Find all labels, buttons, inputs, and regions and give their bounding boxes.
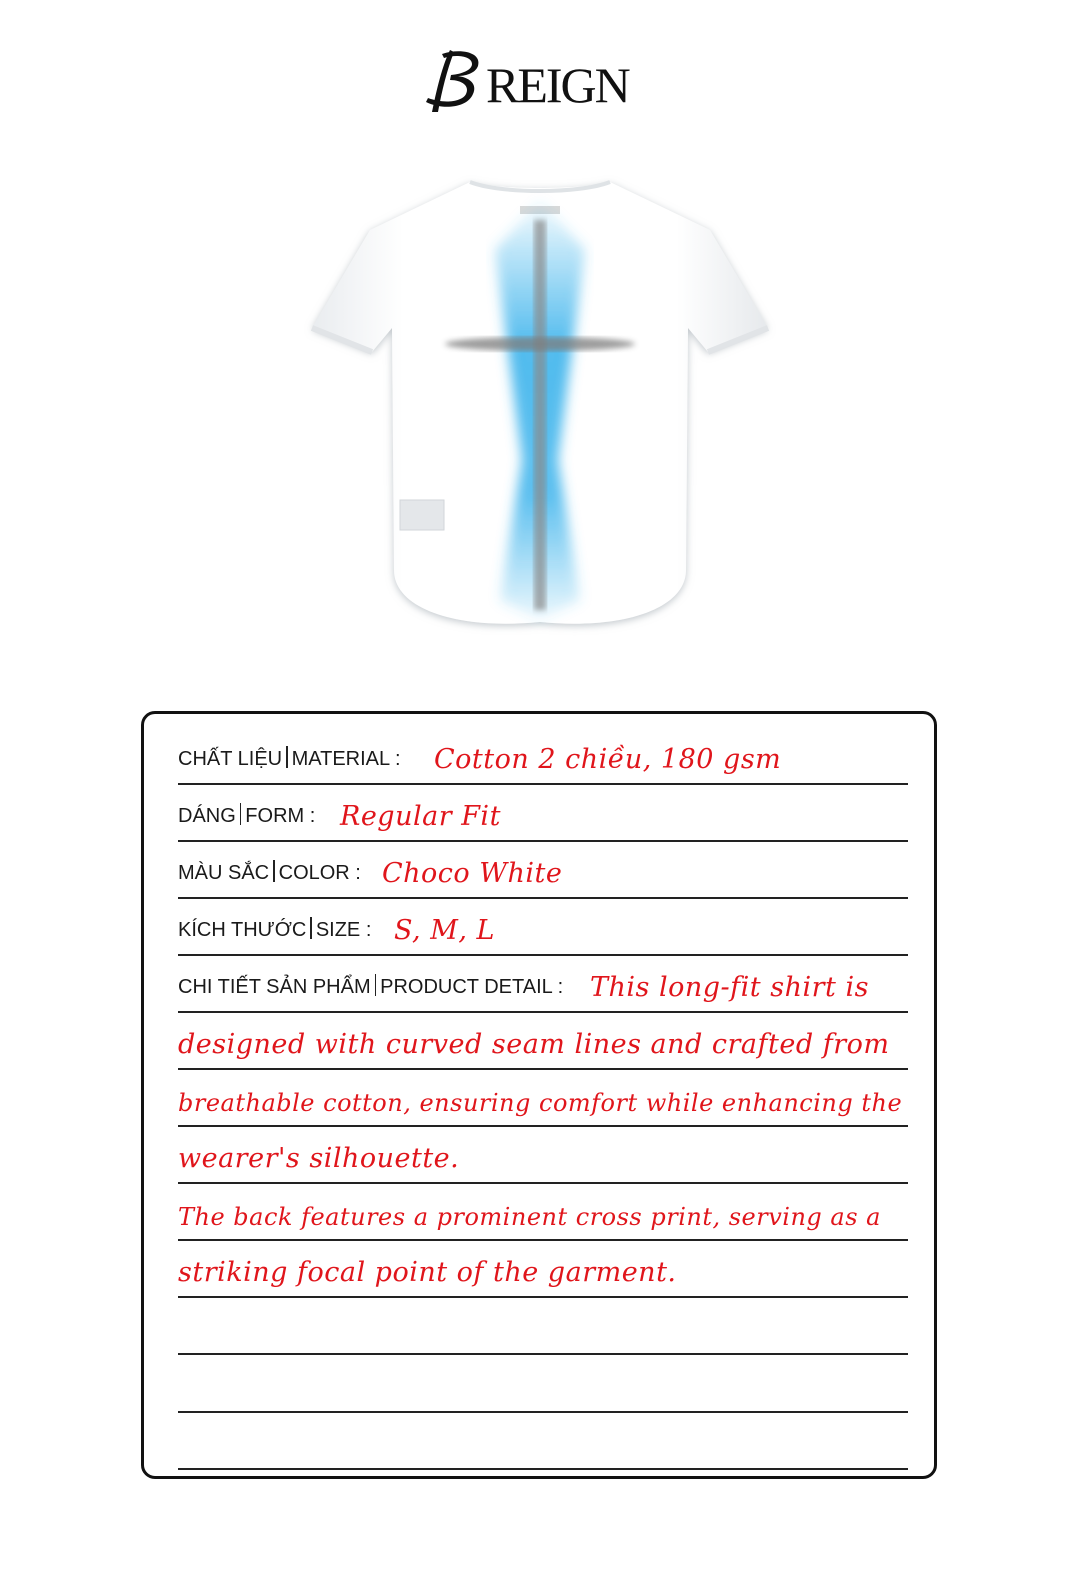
detail-row (178, 1071, 908, 1127)
spec-label: CHẤT LIỆU MATERIAL : (178, 748, 401, 770)
detail-line: wearer's silhouette. (178, 1143, 460, 1174)
detail-row (178, 1185, 908, 1241)
detail-line: striking focal point of the garment. (178, 1257, 677, 1288)
blank-line (178, 1357, 908, 1413)
brand-logo (0, 42, 1080, 122)
spec-label: CHI TIẾT SẢN PHẨM PRODUCT DETAIL : (178, 976, 564, 998)
brand-name: REIGN (486, 57, 629, 113)
spec-value: Cotton 2 chiều, 180 gsm (434, 744, 782, 775)
spec-label: DÁNG FORM : (178, 805, 316, 827)
spec-card (141, 711, 937, 1479)
spec-row-material (178, 729, 908, 785)
spec-row-color (178, 843, 908, 899)
brand-monogram-icon (426, 50, 478, 112)
detail-line: This long-fit shirt is (590, 972, 869, 1003)
spec-row-size (178, 900, 908, 956)
spec-label: MÀU SẮC COLOR : (178, 862, 361, 884)
detail-row (178, 1128, 908, 1184)
spec-value: S, M, L (394, 915, 495, 946)
blank-line (178, 1299, 908, 1355)
patch-label (400, 500, 444, 530)
spec-label: KÍCH THƯỚC SIZE : (178, 919, 372, 941)
spec-value: Regular Fit (340, 801, 501, 832)
detail-line: The back features a prominent cross print, serving as a (178, 1203, 881, 1231)
spec-value: Choco White (382, 858, 563, 889)
spec-row-detail (178, 957, 908, 1013)
detail-row (178, 1014, 908, 1070)
blank-line (178, 1414, 908, 1470)
spec-row-form (178, 786, 908, 842)
product-image (290, 160, 790, 660)
detail-row (178, 1242, 908, 1298)
detail-line: breathable cotton, ensuring comfort while enhancing the (178, 1089, 903, 1117)
detail-line: designed with curved seam lines and crafted from (178, 1029, 890, 1060)
